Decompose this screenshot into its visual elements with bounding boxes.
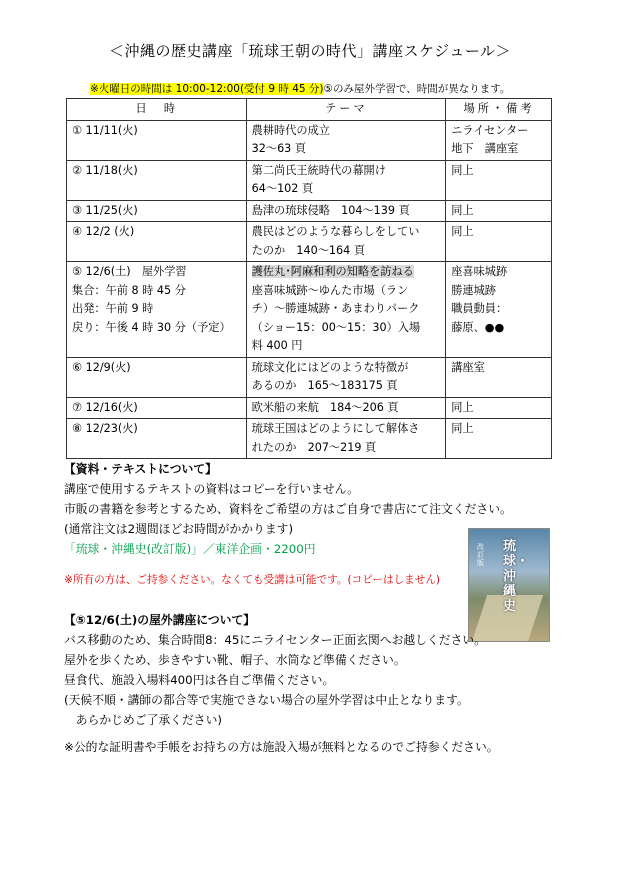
- outdoor-heading: 【⑤12/6(土)の屋外講座について】: [64, 613, 256, 627]
- outdoor-line-1: バス移動のため、集合時間8：45にニライセンター正面玄関へお越しください。: [64, 633, 486, 647]
- footer-note: ※公的な証明書や手帳をお持ちの方は施設入場が無料となるのでご持参ください。: [64, 740, 499, 754]
- materials-section: [64, 459, 512, 590]
- book-cover-subtitle: 改訂版: [477, 543, 484, 567]
- place-cell: 講座室: [446, 357, 552, 397]
- place-cell: 同上: [446, 397, 552, 419]
- materials-line-1: 講座で使用するテキストの資料はコピーを行いません。: [64, 482, 359, 496]
- book-cover-title: 琉球・沖縄史: [503, 539, 530, 614]
- table-row: [67, 120, 552, 160]
- place-cell: 座喜味城跡 勝連城跡 職員動員： 藤原、●●: [446, 262, 552, 358]
- date-cell: ⑥ 12/9(火): [67, 357, 247, 397]
- materials-heading: 【資料・テキストについて】: [64, 462, 217, 476]
- header-date: 日 時: [67, 99, 247, 121]
- date-cell: ⑤ 12/6(土) 屋外学習 集合：午前 8 時 45 分 出発：午前 9 時 戻り：午後 4 時 30 分（予定）: [67, 262, 247, 358]
- date-cell: ② 11/18(火): [67, 160, 247, 200]
- theme-cell: 琉球王国はどのようにして解体さ れたのか 207～219 頁: [246, 419, 446, 459]
- time-note-rest: ⑤のみ屋外学習で、時間が異なります。: [323, 83, 511, 95]
- theme-cell: 琉球文化にはどのような特徴が あるのか 165～183175 頁: [246, 357, 446, 397]
- table-row: [67, 222, 552, 262]
- theme-cell: 護佐丸･阿麻和利の知略を訪ねる 座喜味城跡～ゆんた市場（ラン チ）～勝連城跡・あまわりパーク （ショー15：00～15：30）入場 料 400 円: [246, 262, 446, 358]
- theme-cell: 農民はどのような暮らしをしてい たのか 140～164 頁: [246, 222, 446, 262]
- date-cell: ⑦ 12/16(火): [67, 397, 247, 419]
- theme-cell: 欧米船の来航 184～206 頁: [246, 397, 446, 419]
- header-place: 場所・備考: [446, 99, 552, 121]
- header-theme: テーマ: [246, 99, 446, 121]
- outdoor-line-2: 屋外を歩くため、歩きやすい靴、帽子、水筒など準備ください。: [64, 653, 406, 667]
- materials-line-3: (通常注文は2週間ほどお時間がかかります): [64, 522, 294, 536]
- place-cell: ニライセンター 地下 講座室: [446, 120, 552, 160]
- table-row: [67, 357, 552, 397]
- materials-line-2: 市販の書籍を参考とするため、資料をご希望の方はご自身で書店にて注文ください。: [64, 502, 512, 516]
- place-cell: 同上: [446, 160, 552, 200]
- outdoor-line-5: あらかじめご了承ください): [64, 713, 222, 727]
- outdoor-line-4: (天候不順・講師の都合等で実施できない場合の屋外学習は中止となります。: [64, 693, 469, 707]
- date-cell: ④ 12/2 (火): [67, 222, 247, 262]
- schedule-table: [66, 98, 552, 459]
- date-cell: ① 11/11(火): [67, 120, 247, 160]
- date-cell: ③ 11/25(火): [67, 200, 247, 222]
- table-row: [67, 160, 552, 200]
- date-cell: ⑧ 12/23(火): [67, 419, 247, 459]
- theme-cell: 農耕時代の成立 32～63 頁: [246, 120, 446, 160]
- materials-notice: ※所有の方は、ご持参ください。なくても受講は可能です。(コピーはしません): [64, 574, 441, 586]
- table-header-row: [67, 99, 552, 121]
- theme-cell: 第二尚氏王統時代の幕開け 64～102 頁: [246, 160, 446, 200]
- time-note: [90, 81, 510, 96]
- outdoor-section: [64, 610, 486, 730]
- table-row: [67, 397, 552, 419]
- place-cell: 同上: [446, 222, 552, 262]
- theme-highlight: 護佐丸･阿麻和利の知略を訪ねる: [251, 265, 414, 278]
- page-title: ＜沖縄の歴史講座「琉球王朝の時代」講座スケジュール＞: [108, 42, 512, 60]
- time-note-highlight: ※火曜日の時間は 10:00-12:00(受付 9 時 45 分): [90, 83, 324, 95]
- table-row: [67, 262, 552, 358]
- place-cell: 同上: [446, 200, 552, 222]
- table-row: [67, 419, 552, 459]
- place-cell: 同上: [446, 419, 552, 459]
- book-info: 「琉球・沖縄史(改訂版)」／東洋企画・2200円: [64, 542, 316, 556]
- outdoor-line-3: 昼食代、施設入場料400円は各自ご準備ください。: [64, 673, 335, 687]
- table-row: [67, 200, 552, 222]
- theme-cell: 島津の琉球侵略 104～139 頁: [246, 200, 446, 222]
